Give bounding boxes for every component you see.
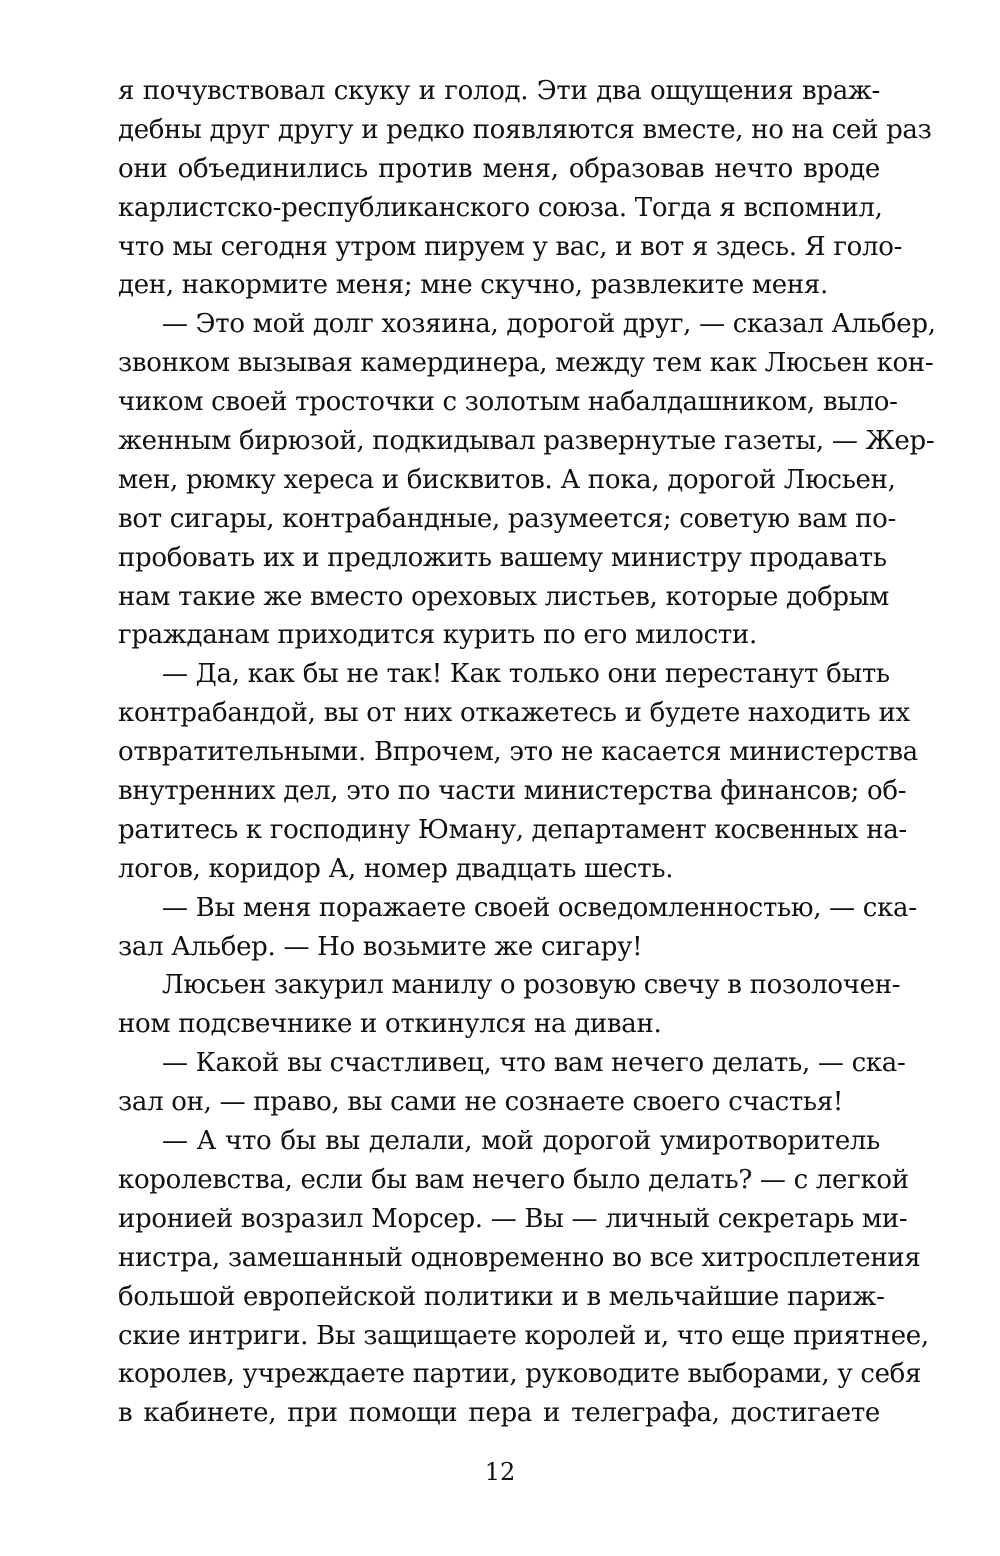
text-line: звонком вызывая камердинера, между тем как Люсьен кон- — [118, 348, 934, 379]
text-line: королевства, если бы вам нечего было делать? — с легкой — [118, 1164, 909, 1195]
text-line: зал он, — право, вы сами не сознаете своего счастья! — [118, 1087, 844, 1118]
text-line: Люсьен закурил манилу о розовую свечу в позолочен- — [162, 970, 901, 1001]
text-line: они объединились против меня, образовав нечто вроде — [118, 153, 880, 184]
text-line: дебны друг другу и редко появляются вместе, но на сей раз — [118, 114, 932, 145]
text-line: внутренних дел, это по части министерства финансов; об- — [118, 776, 907, 807]
text-line: ден, накормите меня; мне скучно, развлеките меня. — [118, 270, 828, 301]
text-line: — Какой вы счастливец, что вам нечего делать, — ска- — [162, 1048, 906, 1079]
text-line: отвратительными. Впрочем, это не касается министерства — [118, 737, 918, 768]
text-line: контрабандой, вы от них откажетесь и будете находить их — [118, 698, 910, 729]
text-line: гражданам приходится курить по его милости. — [118, 620, 757, 651]
text-line: ские интриги. Вы защищаете королей и, что еще приятнее, — [118, 1320, 929, 1351]
text-line: ратитесь к господину Юману, департамент косвенных на- — [118, 814, 907, 845]
text-line: большой европейской политики и в мельчайшие париж- — [118, 1281, 885, 1312]
text-line: что мы сегодня утром пируем у вас, и вот я здесь. Я голо- — [118, 231, 903, 262]
page-body — [118, 72, 936, 1433]
text-line: пробовать их и предложить вашему министру продавать — [118, 542, 887, 573]
text-line: иронией возразил Морсер. — Вы — личный секретарь ми- — [118, 1203, 908, 1234]
text-line: нам такие же вместо ореховых листьев, которые добрым — [118, 581, 890, 612]
text-line: королев, учреждаете партии, руководите выборами, у себя — [118, 1359, 922, 1390]
text-line: чиком своей тросточки с золотым набалдашником, выло- — [118, 387, 898, 418]
text-line: — Это мой долг хозяина, дорогой друг, — сказал Альбер, — [162, 309, 936, 340]
text-line: вот сигары, контрабандные, разумеется; советую вам по- — [118, 503, 897, 534]
text-line: я почувствовал скуку и голод. Эти два ощущения враж- — [118, 76, 880, 106]
text-line: — Да, как бы не так! Как только они перестанут быть — [162, 659, 890, 690]
page-number: 12 — [484, 1458, 516, 1486]
text-line: зал Альбер. — Но возьмите же сигару! — [118, 931, 643, 962]
text-line: логов, коридор А, номер двадцать шесть. — [118, 853, 674, 884]
text-line: ном подсвечнике и откинулся на диван. — [118, 1009, 662, 1040]
text-line: женным бирюзой, подкидывал развернутые газеты, — Жер- — [118, 426, 935, 457]
text-line: в кабинете, при помощи пера и телеграфа, достигаете — [118, 1398, 880, 1429]
text-line: — А что бы вы делали, мой дорогой умиротворитель — [162, 1126, 880, 1157]
text-line: — Вы меня поражаете своей осведомленностью, — ска- — [162, 892, 917, 923]
text-line: мен, рюмку хереса и бисквитов. А пока, дорогой Люсьен, — [118, 464, 896, 495]
text-line: нистра, замешанный одновременно во все хитросплетения — [118, 1242, 921, 1273]
text-line: карлистско-республиканского союза. Тогда я вспомнил, — [118, 192, 883, 223]
